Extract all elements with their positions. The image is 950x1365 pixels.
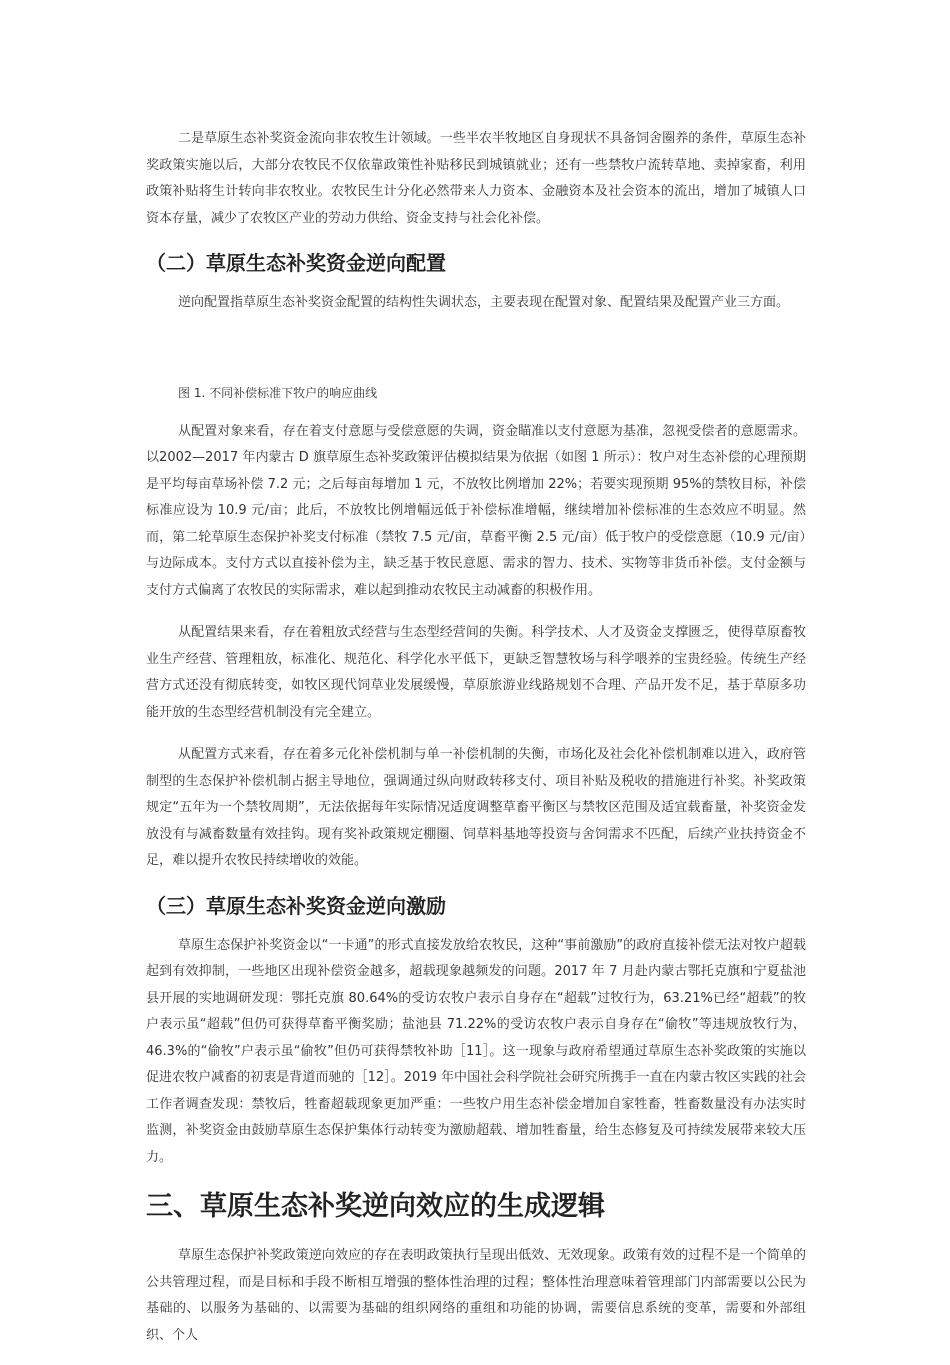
article-body [146,126,806,1365]
paragraph-allocation-definition: 逆向配置指草原生态补奖资金配置的结构性失调状态，主要表现在配置对象、配置结果及配置产业三方面。 [178,295,790,310]
paragraph-allocation-result: 从配置结果来看，存在着粗放式经营与生态型经营间的失衡。科学技术、人才及资金支撑匮乏，使得草原畜牧业生产经营、管理粗放，标准化、规范化、科学化水平低下，更缺乏智慧牧场与科学喂养的宝贵经验。传统生产经营方式还没有彻底转变，如牧区现代饲草业发展缓慢，草原旅游业线路规划不合理、产品开发不足，基于草原多功能开放的生态型经营机制没有完全建立。 [146,625,806,720]
paragraph-fund-outflow: 二是草原生态补奖资金流向非农牧生计领域。一些半农半牧地区自身现状不具备饲舍圈养的条件，草原生态补奖政策实施以后，大部分农牧民不仅依靠政策性补贴移民到城镇就业；还有一些禁牧户流转草地、卖掉家畜，利用政策补贴将生计转向非农牧业。农牧民生计分化必然带来人力资本、金融资本及社会资本的流出，增加了城镇人口资本存量，减少了农牧区产业的劳动力供给、资金支持与社会化补偿。 [146,131,806,226]
paragraph-allocation-target: 从配置对象来看，存在着支付意愿与受偿意愿的失调，资金瞄准以支付意愿为基准，忽视受偿者的意愿需求。以2002—2017 年内蒙古 D 旗草原生态补奖政策评估模拟结果为依据（如图 1 所示）：牧户对生态补偿的心理预期是平均每亩草场补偿 7.2 元；之后每亩每增加 1 元，不放牧比例增加 22%；若要实现预期 95%的禁牧目标，补偿标准应设为 10.9 元/亩；此后，不放牧比例增幅远低于补偿标准增幅，继续增加补偿标准的生态效应不明显。然而，第二轮草原生态保护补奖支付标准（禁牧 7.5 元/亩，草畜平衡 2.5 元/亩）低于牧户的受偿意愿（10.9 元/亩）与边际成本。支付方式以直接补偿为主，缺乏基于牧民意愿、需求的智力、技术、实物等非货币补偿。支付金额与支付方式偏离了农牧民的实际需求，难以起到推动农牧民主动减畜的积极作用。 [146,423,806,598]
paragraph-policy-effectiveness: 草原生态保护补奖政策逆向效应的存在表明政策执行呈现出低效、无效现象。政策有效的过程不是一个简单的公共管理过程，而是目标和手段不断相互增强的整体性治理的过程；整体性治理意味着管理部门内部需要以公民为基础的、以服务为基础的、以需要为基础的组织网络的重组和功能的协调，需要信息系统的变革，需要和外部组织、个人 [146,1248,806,1343]
paragraph-incentive-details: 草原生态保护补奖资金以“一卡通”的形式直接发放给农牧民，这种“事前激励”的政府直接补偿无法对牧户超载起到有效抑制，一些地区出现补偿资金越多，超载现象越频发的问题。2017 年 7 月赴内蒙古鄂托克旗和宁夏盐池县开展的实地调研发现：鄂托克旗 80.64%的受访农牧户表示自身存在“超载”过牧行为，63.21%已经“超载”的牧户表示虽“超载”但仍可获得草畜平衡奖励；盐池县 71.22%的受访农牧户表示自身存在“偷牧”等违规放牧行为，46.3%的“偷牧”户表示虽“偷牧”但仍可获得禁牧补助［11］。这一现象与政府希望通过草原生态补奖政策的实施以促进农牧户减畜的初衷是背道而驰的［12］。2019 年中国社会科学院社会研究所携手一直在内蒙古牧区实践的社会工作者调查发现：禁牧后，牲畜超载现象更加严重：一些牧户用生态补偿金增加自家牲畜，牲畜数量没有办法实时监测，补奖资金由鼓励草原生态保护集体行动转变为激励超载、增加牲畜量，给生态修复及可持续发展带来较大压力。 [146,937,806,1165]
paragraph-allocation-method: 从配置方式来看，存在着多元化补偿机制与单一补偿机制的失衡，市场化及社会化补偿机制难以进入，政府管制型的生态保护补偿机制占据主导地位，强调通过纵向财政转移支付、项目补贴及税收的措施进行补奖。补奖政策规定“五年为一个禁牧周期”，无法依据每年实际情况适度调整草畜平衡区与禁牧区范围及适宜载畜量，补奖资金发放没有与减畜数量有效挂钩。现有奖补政策规定棚圈、饲草料基地等投资与舍饲需求不匹配，后续产业扶持资金不足，难以提升农牧民持续增收的效能。 [146,747,806,868]
chapter-heading-generation-logic: 三、草原生态补奖逆向效应的生成逻辑 [146,1191,605,1222]
figure-caption: 图 1. 不同补偿标准下牧户的响应曲线 [178,385,378,400]
section-heading-reverse-allocation: （二）草原生态补奖资金逆向配置 [146,251,446,275]
figure-placeholder [146,333,806,381]
section-heading-reverse-incentive: （三）草原生态补奖资金逆向激励 [146,893,446,918]
